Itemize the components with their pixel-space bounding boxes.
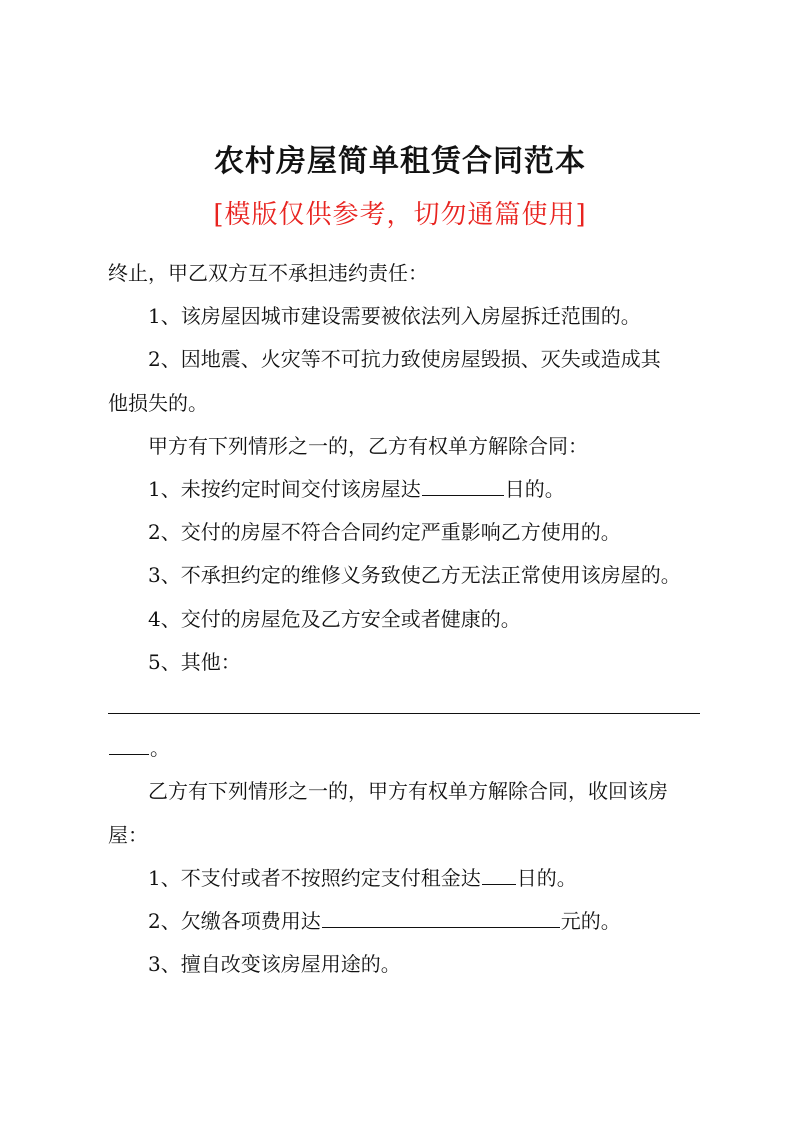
contract-body	[108, 252, 708, 986]
clause-force-majeure-line2: 他损失的。	[108, 390, 208, 415]
blank-line-days	[422, 494, 504, 496]
clause-nonconforming: 2、交付的房屋不符合合同约定严重影响乙方使用的。	[148, 520, 621, 545]
clause-force-majeure-line1: 2、因地震、火灾等不可抗力致使房屋毁损、灭失或造成其	[148, 347, 661, 372]
clause-rent-unpaid	[108, 857, 708, 900]
blank-line-other-end	[108, 727, 708, 770]
clause-fees-unpaid-suffix: 元的。	[560, 909, 621, 934]
clause-rent-unpaid-suffix: 日的。	[516, 865, 577, 890]
clause-rent-unpaid-text: 1、不支付或者不按照约定支付租金达	[148, 865, 481, 890]
blank-line-short	[109, 753, 149, 755]
clause-demolition: 1、该房屋因城市建设需要被依法列入房屋拆迁范围的。	[148, 304, 641, 329]
blank-line-rent-days	[482, 883, 516, 885]
document-title: 农村房屋简单租赁合同范本	[214, 144, 586, 179]
heading-tenant-breach-line1: 乙方有下列情形之一的，甲方有权单方解除合同，收回该房	[148, 779, 668, 804]
clause-repair-duty: 3、不承担约定的维修义务致使乙方无法正常使用该房屋的。	[148, 563, 681, 588]
clause-late-delivery-text: 1、未按约定时间交付该房屋达	[148, 477, 421, 502]
blank-line-fees-amount	[322, 926, 560, 928]
underline-rule	[108, 713, 700, 714]
clause-late-delivery-suffix: 日的。	[504, 477, 565, 502]
clause-late-delivery	[108, 468, 708, 511]
paragraph-termination: 终止，甲乙双方互不承担违约责任：	[108, 261, 428, 285]
blank-line-other-full	[108, 684, 708, 727]
clause-other: 5、其他：	[148, 649, 241, 674]
clause-safety: 4、交付的房屋危及乙方安全或者健康的。	[148, 606, 521, 631]
clause-fees-unpaid-text: 2、欠缴各项费用达	[148, 909, 321, 934]
clause-fees-unpaid	[108, 900, 708, 943]
clause-change-use: 3、擅自改变该房屋用途的。	[148, 952, 401, 977]
heading-landlord-breach: 甲方有下列情形之一的，乙方有权单方解除合同：	[148, 433, 588, 458]
clause-other-period: 。	[150, 736, 170, 761]
template-notice: [模版仅供参考，切勿通篇使用]	[213, 200, 587, 230]
heading-tenant-breach-line2: 屋：	[108, 822, 148, 847]
